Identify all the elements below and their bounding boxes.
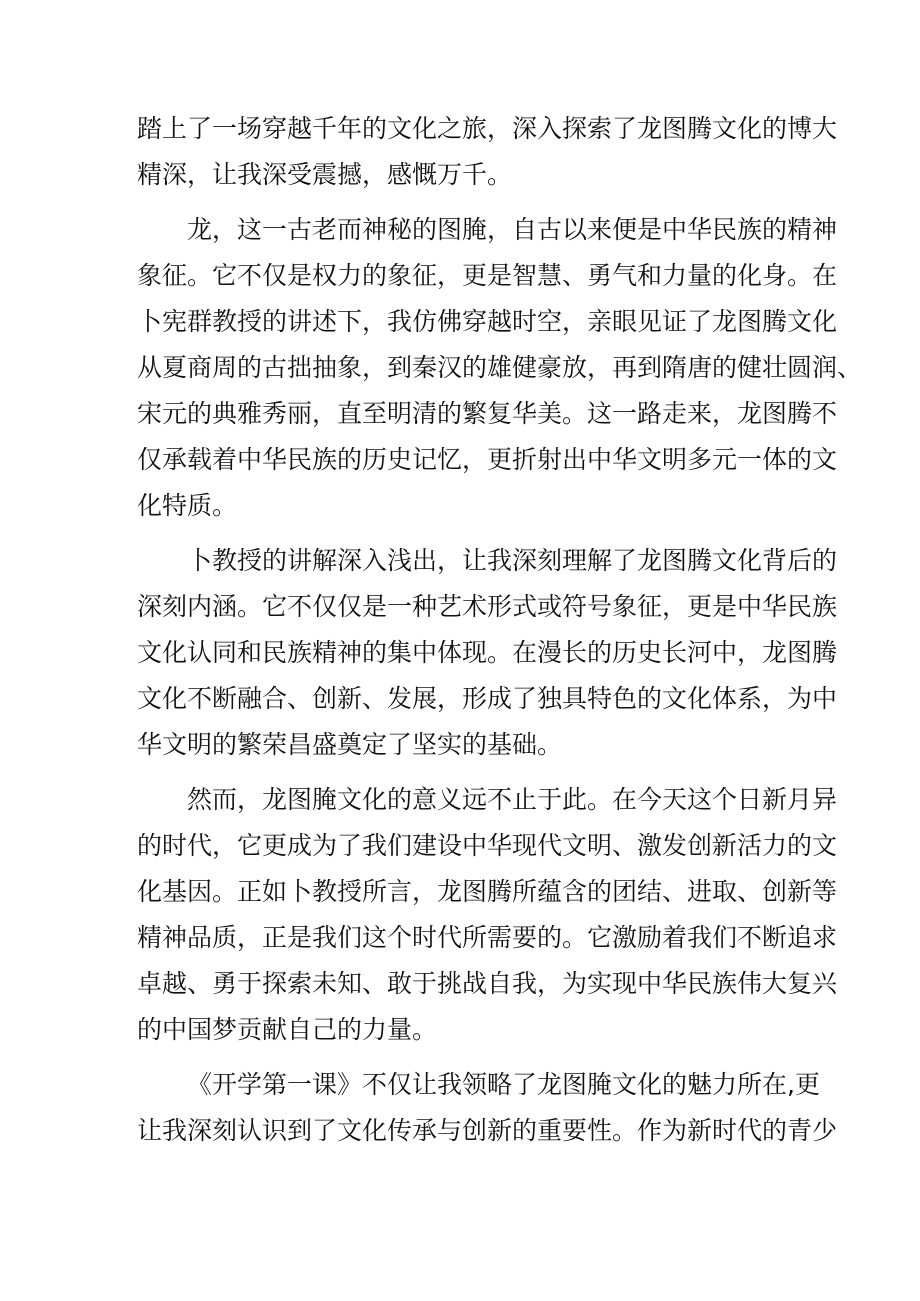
text-line: 的时代，它更成为了我们建设中华现代文明、激发创新活力的文 bbox=[137, 831, 838, 860]
paragraph-3 bbox=[137, 538, 838, 768]
paragraph-2 bbox=[137, 207, 863, 529]
paragraph-1 bbox=[137, 106, 838, 198]
text-line: 象征。它不仅是权力的象征，更是智慧、勇气和力量的化身。在 bbox=[137, 261, 838, 290]
text-line: 精深，让我深受震撼，感慨万千。 bbox=[137, 160, 513, 189]
text-line: 文化认同和民族精神的集中体现。在漫长的历史长河中，龙图腾 bbox=[137, 638, 838, 667]
text-line: 然而，龙图腌文化的意义远不止于此。在今天这个日新月异 bbox=[187, 785, 838, 814]
text-line: 龙，这一古老而神秘的图腌，自古以来便是中华民族的精神 bbox=[187, 215, 838, 244]
document-body bbox=[137, 106, 863, 1154]
text-line: 宋元的典雅秀丽，直至明清的繁复华美。这一路走来，龙图腾不 bbox=[137, 399, 838, 428]
text-line: 卓越、勇于探索未知、敢于挑战自我，为实现中华民族伟大复兴 bbox=[137, 969, 838, 998]
text-line: 化特质。 bbox=[137, 491, 238, 520]
text-line: 的中国梦贡献自己的力量。 bbox=[137, 1015, 438, 1044]
text-line: 让我深刻认识到了文化传承与创新的重要性。作为新时代的青少 bbox=[137, 1116, 838, 1145]
text-line: 仅承载着中华民族的历史记忆，更折射出中华文明多元一体的文 bbox=[137, 445, 838, 474]
paragraph-5 bbox=[137, 1062, 838, 1154]
text-line: 卜宪群教授的讲述下，我仿佛穿越时空，亲眼见证了龙图腾文化 bbox=[137, 307, 838, 336]
text-line: 踏上了一场穿越千年的文化之旅，深入探索了龙图腾文化的博大 bbox=[137, 114, 838, 143]
text-line: 《开学第一课》不仅让我领略了龙图腌文化的魅力所在,更 bbox=[187, 1070, 820, 1099]
text-line: 化基因。正如卜教授所言，龙图腾所蕴含的团结、进取、创新等 bbox=[137, 877, 838, 906]
text-line: 精神品质，正是我们这个时代所需要的。它激励着我们不断追求 bbox=[137, 923, 838, 952]
paragraph-4 bbox=[137, 777, 838, 1053]
text-line: 卜教授的讲解深入浅出，让我深刻理解了龙图腾文化背后的 bbox=[187, 546, 838, 575]
text-line: 深刻内涵。它不仅仅是一种艺术形式或符号象征，更是中华民族 bbox=[137, 592, 838, 621]
text-line: 从夏商周的古拙抽象，到秦汉的雄健豪放，再到隋唐的健壮圆润、 bbox=[137, 353, 863, 382]
text-line: 华文明的繁荣昌盛奠定了坚实的基础。 bbox=[137, 730, 563, 759]
text-line: 文化不断融合、创新、发展，形成了独具特色的文化体系，为中 bbox=[137, 684, 838, 713]
